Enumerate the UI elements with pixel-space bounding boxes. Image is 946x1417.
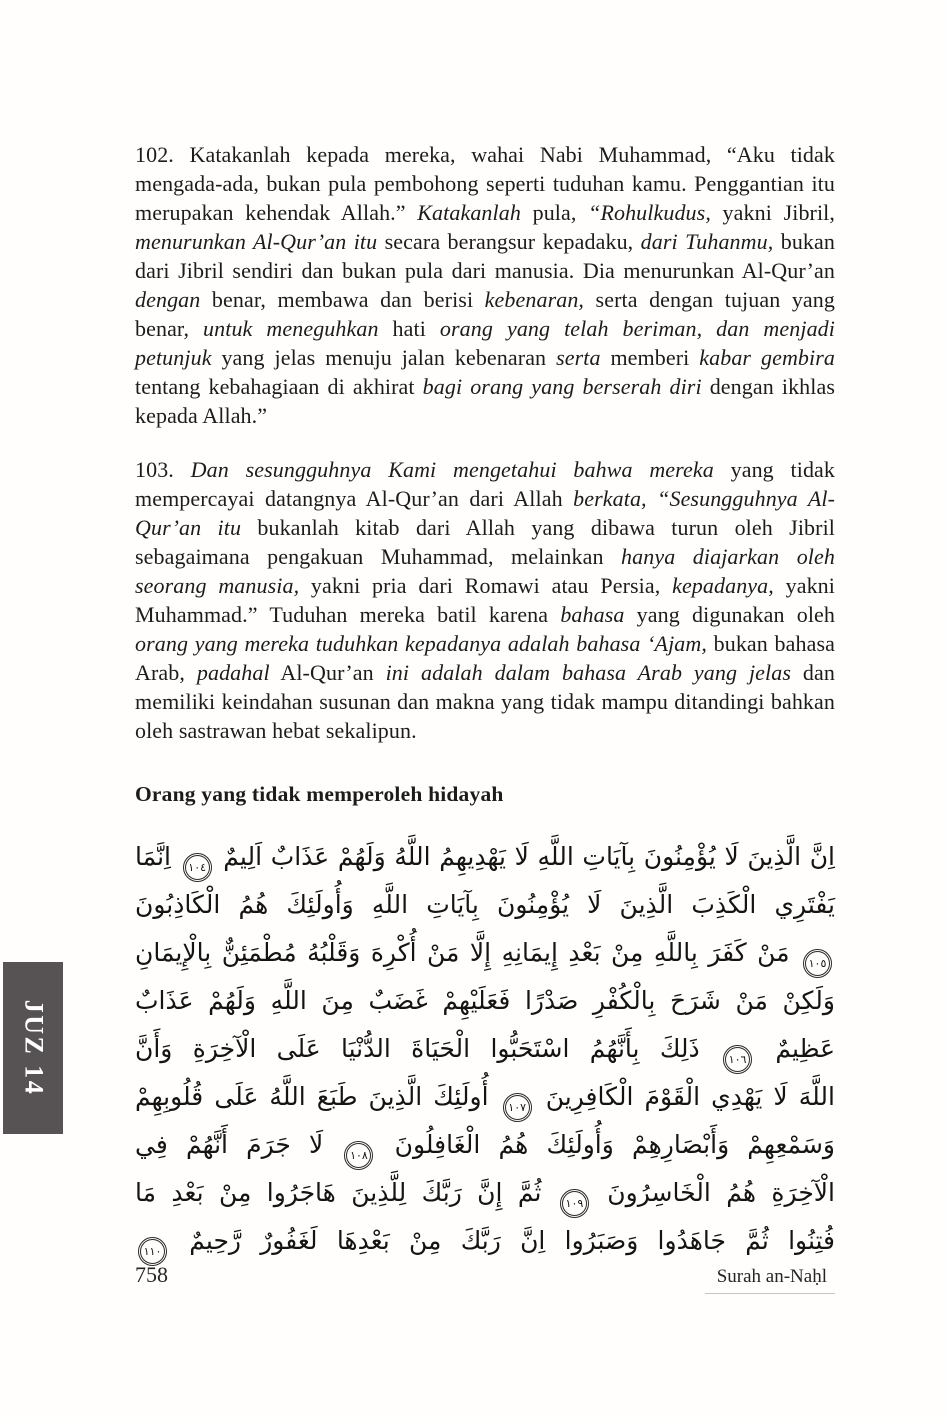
ayah-number-marker: ١٠٥ [805,951,830,976]
quran-line [135,1121,835,1169]
text-segment: orang yang telah beriman, dan menjadi petunjuk [135,316,835,370]
ayah-number-marker: ١٠٩ [562,1191,587,1216]
ayah-number-marker: ١٠٤ [185,855,210,880]
text-segment: yakni Jibril, [710,200,835,225]
text-segment: serta dengan tujuan yang benar, [135,287,835,341]
juz-tab [3,962,63,1134]
ayah-number-marker: ١٠٦ [725,1047,750,1072]
arabic-text: يَفْتَرِي الْكَذِبَ الَّذِينَ لَا يُؤْمِنُونَ بِآيَاتِ اللَّهِ وَأُولَئِكَ هُمُ الْكَاذِبُونَ [135,890,835,919]
arabic-text: ثُمَّ إِنَّ رَبَّكَ لِلَّذِينَ هَاجَرُوا مِنْ بَعْدِ مَا [135,1178,542,1207]
text-segment: dengan ikhlas kepada Allah.” [135,374,836,428]
quran-line [135,1073,835,1121]
text-segment: bukan bahasa Arab, [135,631,836,685]
text-segment: bukan dari Jibril sendiri dan bukan pula dari manusia. Dia menurunkan Al-Qur’an [135,229,835,283]
text-segment: dan memiliki keindahan susunan dan makna yang tidak mampu ditandingi bahkan oleh sastrawan hebat sekalipun. [135,660,835,743]
juz-tab-label: JUZ 14 [19,999,48,1097]
quran-line [135,881,835,929]
quran-line [135,977,835,1025]
quran-line [135,929,835,977]
text-segment: ini adalah dalam bahasa Arab yang jelas [385,660,792,685]
text-segment: berkata, “Sesungguhnya Al-Qur’an itu [135,486,836,540]
text-segment: yang jelas menuju jalan kebenaran [211,345,557,370]
quran-verses-block [135,833,835,1265]
quran-line [135,833,835,881]
quran-line [135,1217,835,1265]
surah-name: Surah an-Naḥl [705,1266,835,1294]
text-segment: Al-Qur’an [269,660,386,685]
arabic-text: أُولَئِكَ الَّذِينَ طَبَعَ اللَّهُ عَلَى قُلُوبِهِمْ [135,1082,489,1111]
text-segment: benar, membawa dan berisi [200,287,485,312]
text-segment: tentang kebahagiaan di akhirat [135,374,423,399]
arabic-text: اللَّهَ لَا يَهْدِي الْقَوْمَ الْكَافِرِينَ [545,1082,835,1111]
arabic-text: مَنْ كَفَرَ بِاللَّهِ مِنْ بَعْدِ إِيمَانِهِ إِلَّا مَنْ أُكْرِهَ وَقَلْبُهُ مُطْمَئِنٌّ بِالْإِيمَانِ [135,938,790,967]
page-footer [135,1262,835,1294]
text-segment: 103. [135,457,191,482]
paragraph-verse-102-translation [135,140,835,430]
text-segment: yakni pria dari Romawi atau Persia, [299,573,673,598]
text-segment: secara berangsur kepadaku, [377,229,641,254]
quran-line [135,1169,835,1217]
text-segment: padahal [196,660,270,685]
text-segment: hanya diajarkan oleh seorang manusia, [135,544,835,598]
page-content [135,140,835,1265]
text-segment: yakni Muhammad.” Tuduhan mereka batil karena [135,573,835,627]
text-segment: yang digunakan oleh [624,602,835,627]
text-segment: bahasa [560,602,625,627]
ayah-number-marker: ١٠٨ [346,1143,371,1168]
text-segment: “Rohulkudus, [588,200,711,225]
page-number: 758 [135,1262,168,1287]
arabic-text: ذَلِكَ بِأَنَّهُمُ اسْتَحَبُّوا الْحَيَاةَ الدُّنْيَا عَلَى الْآخِرَةِ وَأَنَّ [135,1034,700,1063]
text-segment: dengan [135,287,201,312]
text-segment: dari Tuhanmu, [640,229,774,254]
text-segment: menurunkan Al-Qur’an itu [135,229,378,254]
ayah-number-marker: ١١٠ [140,1239,165,1264]
text-segment: orang yang mereka tuduhkan kepadanya adalah bahasa ‘Ajam, [135,631,707,656]
arabic-text: عَظِيمٌ [775,1034,835,1063]
text-segment: kebenaran, [484,287,585,312]
text-segment: Dan sesungguhnya Kami mengetahui bahwa mereka [190,457,714,482]
arabic-text: فُتِنُوا ثُمَّ جَاهَدُوا وَصَبَرُوا اِنَّ رَبَّكَ مِنْ بَعْدِهَا لَغَفُورٌ رَّحِيمٌ [189,1226,835,1255]
section-heading: Orang yang tidak memperoleh hidayah [135,782,504,806]
arabic-text: اِنَّ الَّذِينَ لَا يُؤْمِنُونَ بِآيَاتِ اللَّهِ لَا يَهْدِيهِمُ اللَّهُ وَلَهُمْ عَذَابٌ اَلِيمٌ [223,842,835,871]
text-segment: untuk meneguhkan [203,316,379,341]
text-segment: bagi orang yang berserah diri [422,374,702,399]
text-segment: Katakanlah [417,200,521,225]
text-segment: memberi [600,345,700,370]
arabic-text: وَسَمْعِهِمْ وَأَبْصَارِهِمْ وَأُولَئِكَ هُمُ الْغَافِلُونَ [394,1130,835,1159]
text-segment: serta [556,345,601,370]
arabic-text: وَلَكِنْ مَنْ شَرَحَ بِالْكُفْرِ صَدْرًا فَعَلَيْهِمْ غَضَبٌ مِنَ اللَّهِ وَلَهُمْ عَذَابٌ [135,986,835,1015]
text-segment: bukanlah kitab dari Allah yang dibawa turun oleh Jibril sebagaimana pengakuan Muhammad, melainkan [135,515,835,569]
arabic-text: الْآخِرَةِ هُمُ الْخَاسِرُونَ [607,1178,835,1207]
text-segment: pula, [520,200,589,225]
ayah-number-marker: ١٠٧ [505,1095,530,1120]
text-segment: 102. Katakanlah kepada mereka, wahai Nabi Muhammad, “Aku tidak mengada-ada, bukan pula pembohong seperti tuduhan kamu. Penggantian itu merupakan kehendak Allah.” [135,142,835,225]
text-segment: yang tidak mempercayai datangnya Al-Qur’an dari Allah [135,457,836,511]
quran-line [135,1025,835,1073]
paragraph-verse-103-translation [135,455,835,745]
arabic-text: اِنَّمَا [135,842,171,871]
arabic-text: لَا جَرَمَ أَنَّهُمْ فِي [135,1130,324,1159]
text-segment: kabar gembira [699,345,835,370]
text-segment: hati [378,316,440,341]
text-segment: kepadanya, [672,573,774,598]
